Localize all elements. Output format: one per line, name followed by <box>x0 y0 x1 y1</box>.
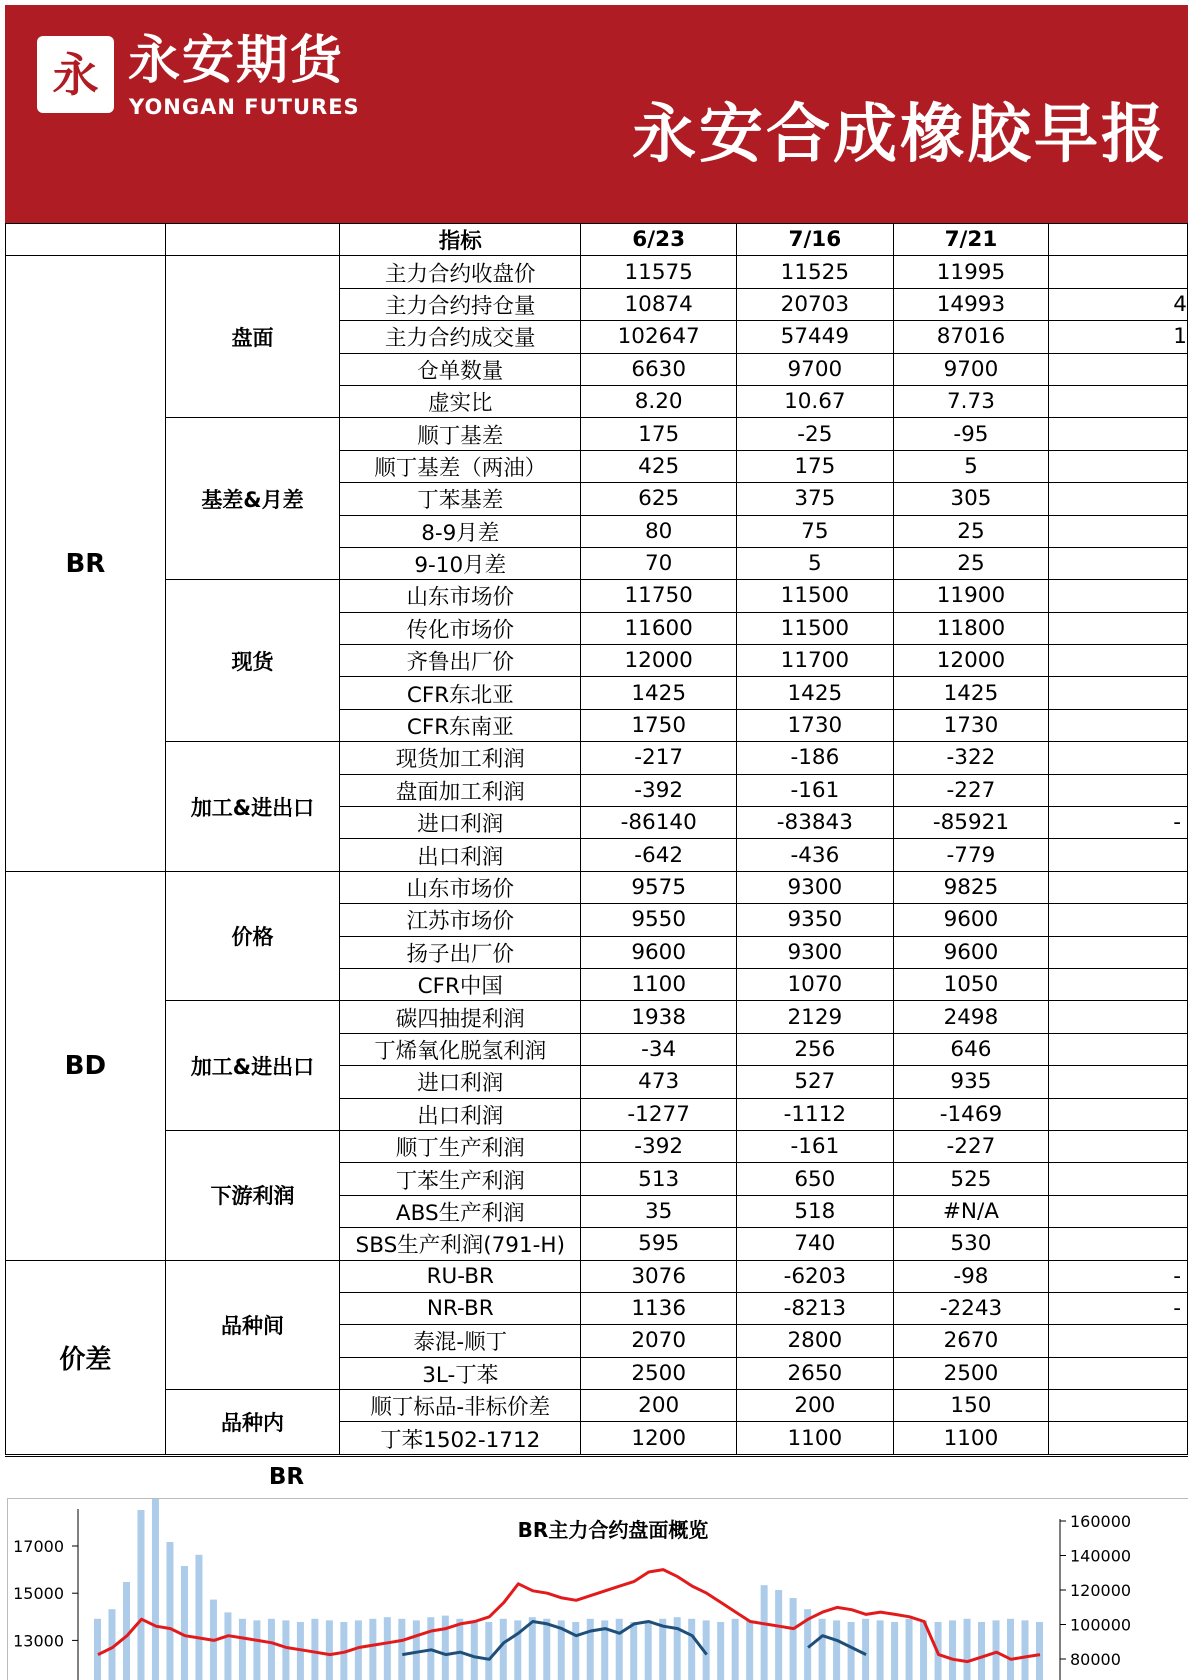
left-tick-label: 13000 <box>13 1631 64 1651</box>
volume-bar <box>790 1598 797 1680</box>
volume-bar <box>993 1620 1000 1680</box>
volume-bar <box>355 1620 362 1680</box>
value-cell: 1425 <box>737 677 894 709</box>
value-cell: 3076 <box>581 1260 737 1292</box>
volume-bar <box>152 1499 159 1680</box>
volume-bar <box>1036 1622 1043 1680</box>
volume-bar <box>529 1617 536 1680</box>
table-row <box>6 1390 1188 1422</box>
value-cell: -25 <box>737 418 894 450</box>
value-cell: -6203 <box>737 1260 894 1292</box>
indicator-label: 顺丁基差（两油） <box>340 450 581 482</box>
value-cell: 200 <box>737 1390 894 1422</box>
clipped-value-cell <box>1049 1390 1188 1422</box>
value-cell: 9600 <box>581 936 737 968</box>
value-cell: -322 <box>893 742 1049 774</box>
value-cell: -85921 <box>893 807 1049 839</box>
volume-bar <box>224 1612 231 1680</box>
clipped-value-cell <box>1049 1098 1188 1130</box>
value-cell: 14993 <box>893 288 1049 320</box>
value-cell: 1136 <box>581 1292 737 1324</box>
value-cell: 11750 <box>581 580 737 612</box>
value-cell: -34 <box>581 1033 737 1065</box>
indicator-label: RU-BR <box>340 1260 581 1292</box>
value-cell: 2670 <box>893 1325 1049 1357</box>
value-cell: 9700 <box>737 353 894 385</box>
indicator-label: 扬子出厂价 <box>340 936 581 968</box>
value-cell: 10874 <box>581 288 737 320</box>
chart-frame <box>7 1498 1188 1680</box>
clipped-value-cell <box>1049 904 1188 936</box>
indicator-label: 进口利润 <box>340 1066 581 1098</box>
value-cell: 9550 <box>581 904 737 936</box>
volume-bar <box>268 1619 275 1680</box>
value-cell: 175 <box>581 418 737 450</box>
header-date: 6/23 <box>581 224 737 256</box>
volume-bar <box>775 1590 782 1680</box>
volume-bar <box>891 1622 898 1680</box>
value-cell: 200 <box>581 1390 737 1422</box>
volume-bar <box>949 1620 956 1680</box>
chart-section-label: BR <box>268 1464 305 1490</box>
volume-bar <box>732 1619 739 1680</box>
value-cell: 25 <box>893 515 1049 547</box>
left-tick-label: 17000 <box>13 1537 64 1556</box>
value-cell: 625 <box>581 483 737 515</box>
value-cell: 1425 <box>581 677 737 709</box>
table-row <box>6 580 1188 612</box>
category-cell: 价差 <box>6 1260 166 1454</box>
volume-bar <box>137 1510 144 1680</box>
clipped-value-cell <box>1049 612 1188 644</box>
volume-bar <box>717 1622 724 1680</box>
value-cell: 595 <box>581 1228 737 1260</box>
value-cell: 11995 <box>893 256 1049 288</box>
indicator-label: 山东市场价 <box>340 580 581 612</box>
volume-bar <box>862 1619 869 1680</box>
value-cell: 9300 <box>737 871 894 903</box>
value-cell: 1730 <box>737 709 894 741</box>
right-tick-label: 140000 <box>1070 1546 1132 1566</box>
value-cell: 2129 <box>737 1001 894 1033</box>
clipped-value-cell <box>1049 871 1188 903</box>
clipped-value-cell <box>1049 547 1188 579</box>
value-cell: 11700 <box>737 645 894 677</box>
clipped-value-cell <box>1049 353 1188 385</box>
value-cell: 25 <box>893 547 1049 579</box>
value-cell: -217 <box>581 742 737 774</box>
volume-bar <box>964 1619 971 1680</box>
value-cell: 375 <box>737 483 894 515</box>
value-cell: 1730 <box>893 709 1049 741</box>
volume-bar <box>645 1620 652 1680</box>
indicator-label: 山东市场价 <box>340 871 581 903</box>
value-cell: -227 <box>893 774 1049 806</box>
right-tick-label: 160000 <box>1070 1512 1132 1531</box>
table-row <box>6 1130 1188 1162</box>
indicator-label: 现货加工利润 <box>340 742 581 774</box>
clipped-value-cell <box>1049 742 1188 774</box>
value-cell: -1112 <box>737 1098 894 1130</box>
indicator-label: 主力合约成交量 <box>340 321 581 353</box>
value-cell: 11800 <box>893 612 1049 644</box>
header-date: 7/21 <box>893 224 1049 256</box>
value-cell: 1100 <box>581 968 737 1000</box>
value-cell: 1200 <box>581 1422 737 1454</box>
volume-bar <box>1022 1620 1029 1680</box>
indicator-label: 9-10月差 <box>340 547 581 579</box>
value-cell: 11575 <box>581 256 737 288</box>
value-cell: -779 <box>893 839 1049 871</box>
subcategory-cell: 下游利润 <box>165 1130 339 1260</box>
value-cell: -1277 <box>581 1098 737 1130</box>
subcategory-cell: 品种内 <box>165 1390 339 1455</box>
indicator-label: 顺丁生产利润 <box>340 1130 581 1162</box>
value-cell: 8.20 <box>581 385 737 417</box>
value-cell: 5 <box>893 450 1049 482</box>
value-cell: 102647 <box>581 321 737 353</box>
clipped-value-cell <box>1049 1130 1188 1162</box>
clipped-value-cell <box>1049 1422 1188 1454</box>
value-cell: -2243 <box>893 1292 1049 1324</box>
indicator-label: 盘面加工利润 <box>340 774 581 806</box>
table-row <box>6 871 1188 903</box>
indicator-label: 8-9月差 <box>340 515 581 547</box>
value-cell: 525 <box>893 1163 1049 1195</box>
clipped-value-cell: - <box>1049 1260 1188 1292</box>
header-blank-cell <box>165 224 339 256</box>
volume-bar <box>282 1620 289 1680</box>
table-row <box>6 418 1188 450</box>
indicator-label: ABS生产利润 <box>340 1195 581 1227</box>
clipped-value-cell <box>1049 936 1188 968</box>
table-row <box>6 1001 1188 1033</box>
clipped-value-cell <box>1049 1163 1188 1195</box>
category-cell: BR <box>6 256 166 871</box>
clipped-value-cell: 4 <box>1049 288 1188 320</box>
indicator-label: 顺丁基差 <box>340 418 581 450</box>
left-tick-label: 15000 <box>13 1584 64 1604</box>
indicator-label: 虚实比 <box>340 385 581 417</box>
value-cell: 650 <box>737 1163 894 1195</box>
value-cell: 57449 <box>737 321 894 353</box>
indicator-label: 丁烯氧化脱氢利润 <box>340 1033 581 1065</box>
value-cell: 530 <box>893 1228 1049 1260</box>
subcategory-cell: 盘面 <box>165 256 339 418</box>
value-cell: 256 <box>737 1033 894 1065</box>
clipped-value-cell <box>1049 1325 1188 1357</box>
value-cell: -642 <box>581 839 737 871</box>
clipped-value-cell <box>1049 483 1188 515</box>
value-cell: -86140 <box>581 807 737 839</box>
value-cell: 9575 <box>581 871 737 903</box>
value-cell: 5 <box>737 547 894 579</box>
value-cell: 935 <box>893 1066 1049 1098</box>
volume-bar <box>833 1620 840 1680</box>
indicator-label: 丁苯基差 <box>340 483 581 515</box>
value-cell: 2500 <box>893 1357 1049 1389</box>
indicator-label: 齐鲁出厂价 <box>340 645 581 677</box>
indicator-label: 仓单数量 <box>340 353 581 385</box>
value-cell: 425 <box>581 450 737 482</box>
volume-bar <box>442 1616 449 1680</box>
volume-bar <box>877 1620 884 1680</box>
clipped-value-cell <box>1049 385 1188 417</box>
value-cell: 11500 <box>737 612 894 644</box>
volume-bar <box>311 1619 318 1680</box>
value-cell: #N/A <box>893 1195 1049 1227</box>
indicator-label: 泰混-顺丁 <box>340 1325 581 1357</box>
clipped-value-cell <box>1049 515 1188 547</box>
volume-bar <box>253 1620 260 1680</box>
value-cell: 70 <box>581 547 737 579</box>
clipped-value-cell: 1 <box>1049 321 1188 353</box>
value-cell: 1050 <box>893 968 1049 1000</box>
value-cell: 1070 <box>737 968 894 1000</box>
indicator-label: CFR东北亚 <box>340 677 581 709</box>
clipped-value-cell <box>1049 774 1188 806</box>
right-tick-label: 80000 <box>1070 1650 1121 1669</box>
table-row <box>6 256 1188 288</box>
indicator-label: 江苏市场价 <box>340 904 581 936</box>
value-cell: 12000 <box>893 645 1049 677</box>
category-cell: BD <box>6 871 166 1260</box>
value-cell: -1469 <box>893 1098 1049 1130</box>
volume-bar <box>181 1566 188 1680</box>
clipped-value-cell <box>1049 450 1188 482</box>
volume-bar <box>688 1619 695 1680</box>
value-cell: 11600 <box>581 612 737 644</box>
value-cell: 35 <box>581 1195 737 1227</box>
volume-bar <box>616 1619 623 1680</box>
volume-bar <box>369 1619 376 1680</box>
value-cell: 740 <box>737 1228 894 1260</box>
value-cell: -436 <box>737 839 894 871</box>
value-cell: 87016 <box>893 321 1049 353</box>
clipped-value-cell <box>1049 968 1188 1000</box>
header-cut-cell <box>1049 224 1188 256</box>
clipped-value-cell <box>1049 256 1188 288</box>
value-cell: 527 <box>737 1066 894 1098</box>
volume-bar <box>978 1622 985 1680</box>
value-cell: 473 <box>581 1066 737 1098</box>
volume-bar <box>195 1555 202 1680</box>
volume-bar <box>746 1620 753 1680</box>
indicator-table <box>5 223 1188 1455</box>
value-cell: 80 <box>581 515 737 547</box>
clipped-value-cell <box>1049 1357 1188 1389</box>
indicator-label: SBS生产利润(791-H) <box>340 1228 581 1260</box>
value-cell: 305 <box>893 483 1049 515</box>
volume-bar <box>123 1582 130 1680</box>
volume-bar <box>906 1619 913 1680</box>
volume-bar <box>384 1617 391 1680</box>
volume-bar <box>819 1619 826 1680</box>
value-cell: 518 <box>737 1195 894 1227</box>
clipped-value-cell: - <box>1049 807 1188 839</box>
value-cell: 2650 <box>737 1357 894 1389</box>
table-row <box>6 1260 1188 1292</box>
value-cell: 175 <box>737 450 894 482</box>
clipped-value-cell <box>1049 677 1188 709</box>
clipped-value-cell <box>1049 1228 1188 1260</box>
report-title: 永安合成橡胶早报 <box>632 98 1168 172</box>
report-header <box>5 5 1188 223</box>
volume-bar <box>166 1542 173 1680</box>
value-cell: -161 <box>737 1130 894 1162</box>
value-cell: 1938 <box>581 1001 737 1033</box>
value-cell: -392 <box>581 774 737 806</box>
indicator-label: 丁苯1502-1712 <box>340 1422 581 1454</box>
volume-bar <box>543 1619 550 1680</box>
value-cell: -8213 <box>737 1292 894 1324</box>
indicator-label: 出口利润 <box>340 839 581 871</box>
clipped-value-cell <box>1049 1033 1188 1065</box>
clipped-value-cell <box>1049 1001 1188 1033</box>
value-cell: 1100 <box>737 1422 894 1454</box>
value-cell: 11500 <box>737 580 894 612</box>
value-cell: 75 <box>737 515 894 547</box>
volume-bar <box>485 1622 492 1680</box>
indicator-label: 顺丁标品-非标价差 <box>340 1390 581 1422</box>
indicator-label: 3L-丁苯 <box>340 1357 581 1389</box>
clipped-value-cell <box>1049 709 1188 741</box>
value-cell: 2498 <box>893 1001 1049 1033</box>
value-cell: 20703 <box>737 288 894 320</box>
value-cell: 2500 <box>581 1357 737 1389</box>
volume-bar <box>630 1622 637 1680</box>
volume-bar <box>761 1585 768 1680</box>
volume-bar <box>471 1620 478 1680</box>
clipped-value-cell: - <box>1049 1292 1188 1324</box>
volume-bar <box>326 1620 333 1680</box>
value-cell: 7.73 <box>893 385 1049 417</box>
value-cell: 10.67 <box>737 385 894 417</box>
indicator-label: 丁苯生产利润 <box>340 1163 581 1195</box>
volume-bar <box>1007 1619 1014 1680</box>
indicator-label: NR-BR <box>340 1292 581 1324</box>
clipped-value-cell <box>1049 645 1188 677</box>
table-row <box>6 742 1188 774</box>
indicator-label: 主力合约收盘价 <box>340 256 581 288</box>
value-cell: 1425 <box>893 677 1049 709</box>
value-cell: 9300 <box>737 936 894 968</box>
table-header-row <box>6 224 1188 256</box>
company-logo-icon <box>37 36 114 113</box>
indicator-label: CFR中国 <box>340 968 581 1000</box>
value-cell: -161 <box>737 774 894 806</box>
volume-bar <box>500 1619 507 1680</box>
value-cell: 9825 <box>893 871 1049 903</box>
company-name-en: YONGAN FUTURES <box>129 95 360 119</box>
value-cell: 11525 <box>737 256 894 288</box>
volume-bar <box>456 1619 463 1680</box>
value-cell: 2070 <box>581 1325 737 1357</box>
volume-bar <box>413 1620 420 1680</box>
header-indicator: 指标 <box>340 224 581 256</box>
volume-bar <box>587 1619 594 1680</box>
subcategory-cell: 价格 <box>165 871 339 1001</box>
value-cell: -186 <box>737 742 894 774</box>
clipped-value-cell <box>1049 1195 1188 1227</box>
br-overview-chart <box>8 1499 1188 1680</box>
volume-bar <box>239 1619 246 1680</box>
indicator-label: 出口利润 <box>340 1098 581 1130</box>
indicator-label: 主力合约持仓量 <box>340 288 581 320</box>
value-cell: 2800 <box>737 1325 894 1357</box>
clipped-value-cell <box>1049 1066 1188 1098</box>
clipped-value-cell <box>1049 839 1188 871</box>
value-cell: 6630 <box>581 353 737 385</box>
volume-bar <box>398 1619 405 1680</box>
value-cell: 11900 <box>893 580 1049 612</box>
value-cell: 646 <box>893 1033 1049 1065</box>
indicator-label: 进口利润 <box>340 807 581 839</box>
right-tick-label: 100000 <box>1070 1615 1132 1635</box>
subcategory-cell: 加工&进出口 <box>165 1001 339 1131</box>
value-cell: -95 <box>893 418 1049 450</box>
chart-section-title <box>5 1456 1188 1497</box>
value-cell: -227 <box>893 1130 1049 1162</box>
right-tick-label: 120000 <box>1070 1581 1132 1600</box>
value-cell: 9600 <box>893 936 1049 968</box>
header-blank-cell <box>6 224 166 256</box>
volume-bar <box>572 1622 579 1680</box>
chart-title: BR主力合约盘面概览 <box>517 1518 709 1542</box>
volume-bar <box>514 1620 521 1680</box>
value-cell: 513 <box>581 1163 737 1195</box>
value-cell: 9350 <box>737 904 894 936</box>
subcategory-cell: 加工&进出口 <box>165 742 339 872</box>
value-cell: 12000 <box>581 645 737 677</box>
header-date: 7/16 <box>737 224 894 256</box>
logo-glyph: 永 <box>52 47 99 102</box>
volume-bar <box>94 1619 101 1680</box>
subcategory-cell: 基差&月差 <box>165 418 339 580</box>
indicator-label: 碳四抽提利润 <box>340 1001 581 1033</box>
clipped-value-cell <box>1049 418 1188 450</box>
value-cell: -392 <box>581 1130 737 1162</box>
value-cell: 150 <box>893 1390 1049 1422</box>
value-cell: -98 <box>893 1260 1049 1292</box>
subcategory-cell: 品种间 <box>165 1260 339 1390</box>
clipped-value-cell <box>1049 580 1188 612</box>
value-cell: 9700 <box>893 353 1049 385</box>
value-cell: 1750 <box>581 709 737 741</box>
subcategory-cell: 现货 <box>165 580 339 742</box>
value-cell: -83843 <box>737 807 894 839</box>
value-cell: 1100 <box>893 1422 1049 1454</box>
company-name-cn: 永安期货 <box>128 31 345 91</box>
volume-bar <box>848 1622 855 1680</box>
indicator-label: CFR东南亚 <box>340 709 581 741</box>
value-cell: 9600 <box>893 904 1049 936</box>
indicator-label: 传化市场价 <box>340 612 581 644</box>
